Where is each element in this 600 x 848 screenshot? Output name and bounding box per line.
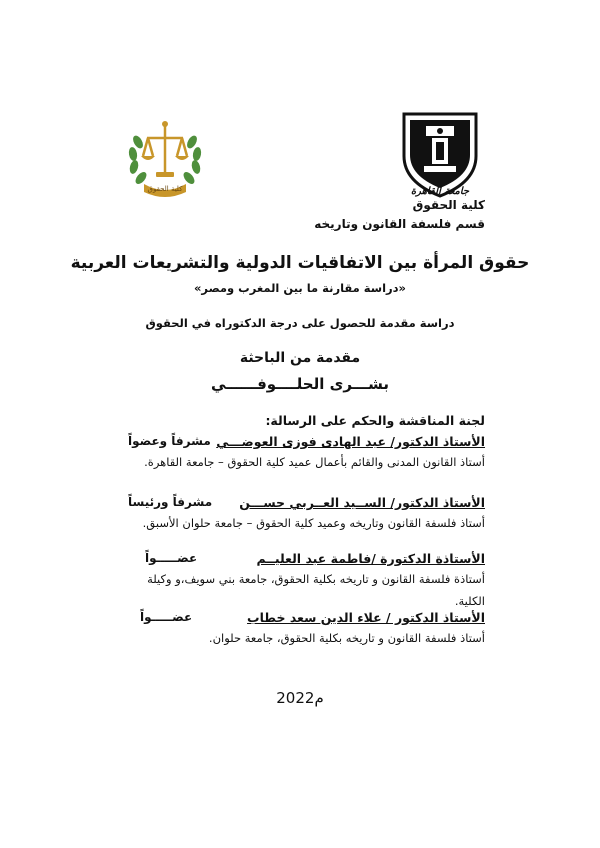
member-1-description: أستاذ القانون المدنى والقائم بأعمال عميد كلية الحقوق – جامعة القاهرة. — [144, 455, 485, 469]
member-1-name: الأستاذ الدكتور/ عبد الهادى فوزى العوضـــي — [216, 434, 485, 449]
member-3-role: عضـــــواً — [145, 551, 198, 565]
year: 2022م — [276, 689, 324, 707]
member-2-description: أستاذ فلسفة القانون وتاريخه وعميد كلية الحقوق – جامعة حلوان الأسبق. — [142, 516, 485, 530]
member-2-name: الأستاذ الدكتور/ الســيد العــربي حســـن — [239, 495, 485, 510]
member-2-role: مشرفاً ورئيساً — [128, 495, 213, 509]
member-4-name: الأستاذ الدكتور / علاء الدين سعد خطاب — [247, 610, 485, 625]
member-4-description: أستاذ فلسفة القانون و تاريخه بكلية الحقوق، جامعة حلوان. — [208, 631, 485, 645]
faculty-emblem — [120, 112, 210, 202]
member-3-description: أستاذة فلسفة القانون و تاريخه بكلية الحقوق، جامعة بني سويف،و وكيلة الكلية. — [147, 572, 485, 608]
member-4-role: عضـــــواً — [140, 610, 193, 624]
university-logo — [396, 110, 484, 200]
thesis-subtitle: «دراسة مقارنة ما بين المغرب ومصر» — [194, 281, 406, 295]
presenter-label: مقدمة من الباحثة — [239, 350, 361, 366]
member-3-name: الأستاذة الدكتورة /فاطمة عبد العليــم — [256, 551, 485, 566]
committee-heading: لجنة المناقشة والحكم على الرسالة: — [265, 413, 485, 428]
emblem-caption: كلية الحقوق — [147, 185, 183, 193]
member-1-role: مشرفاً وعضواً — [128, 434, 211, 448]
faculty-name: كلية الحقوق — [412, 198, 485, 212]
researcher-name: بشـــرى الحلــــوفــــــي — [211, 375, 389, 393]
university-logo-caption: جامعة القاهرة — [410, 186, 470, 197]
thesis-title: حقوق المرأة بين الاتفاقيات الدولية والتشريعات العربية — [70, 253, 530, 273]
department-name: قسم فلسفة القانون وتاريخه — [314, 217, 485, 231]
degree-statement: دراسة مقدمة للحصول على درجة الدكتوراه في الحقوق — [145, 316, 455, 330]
faculty-block — [314, 196, 485, 234]
